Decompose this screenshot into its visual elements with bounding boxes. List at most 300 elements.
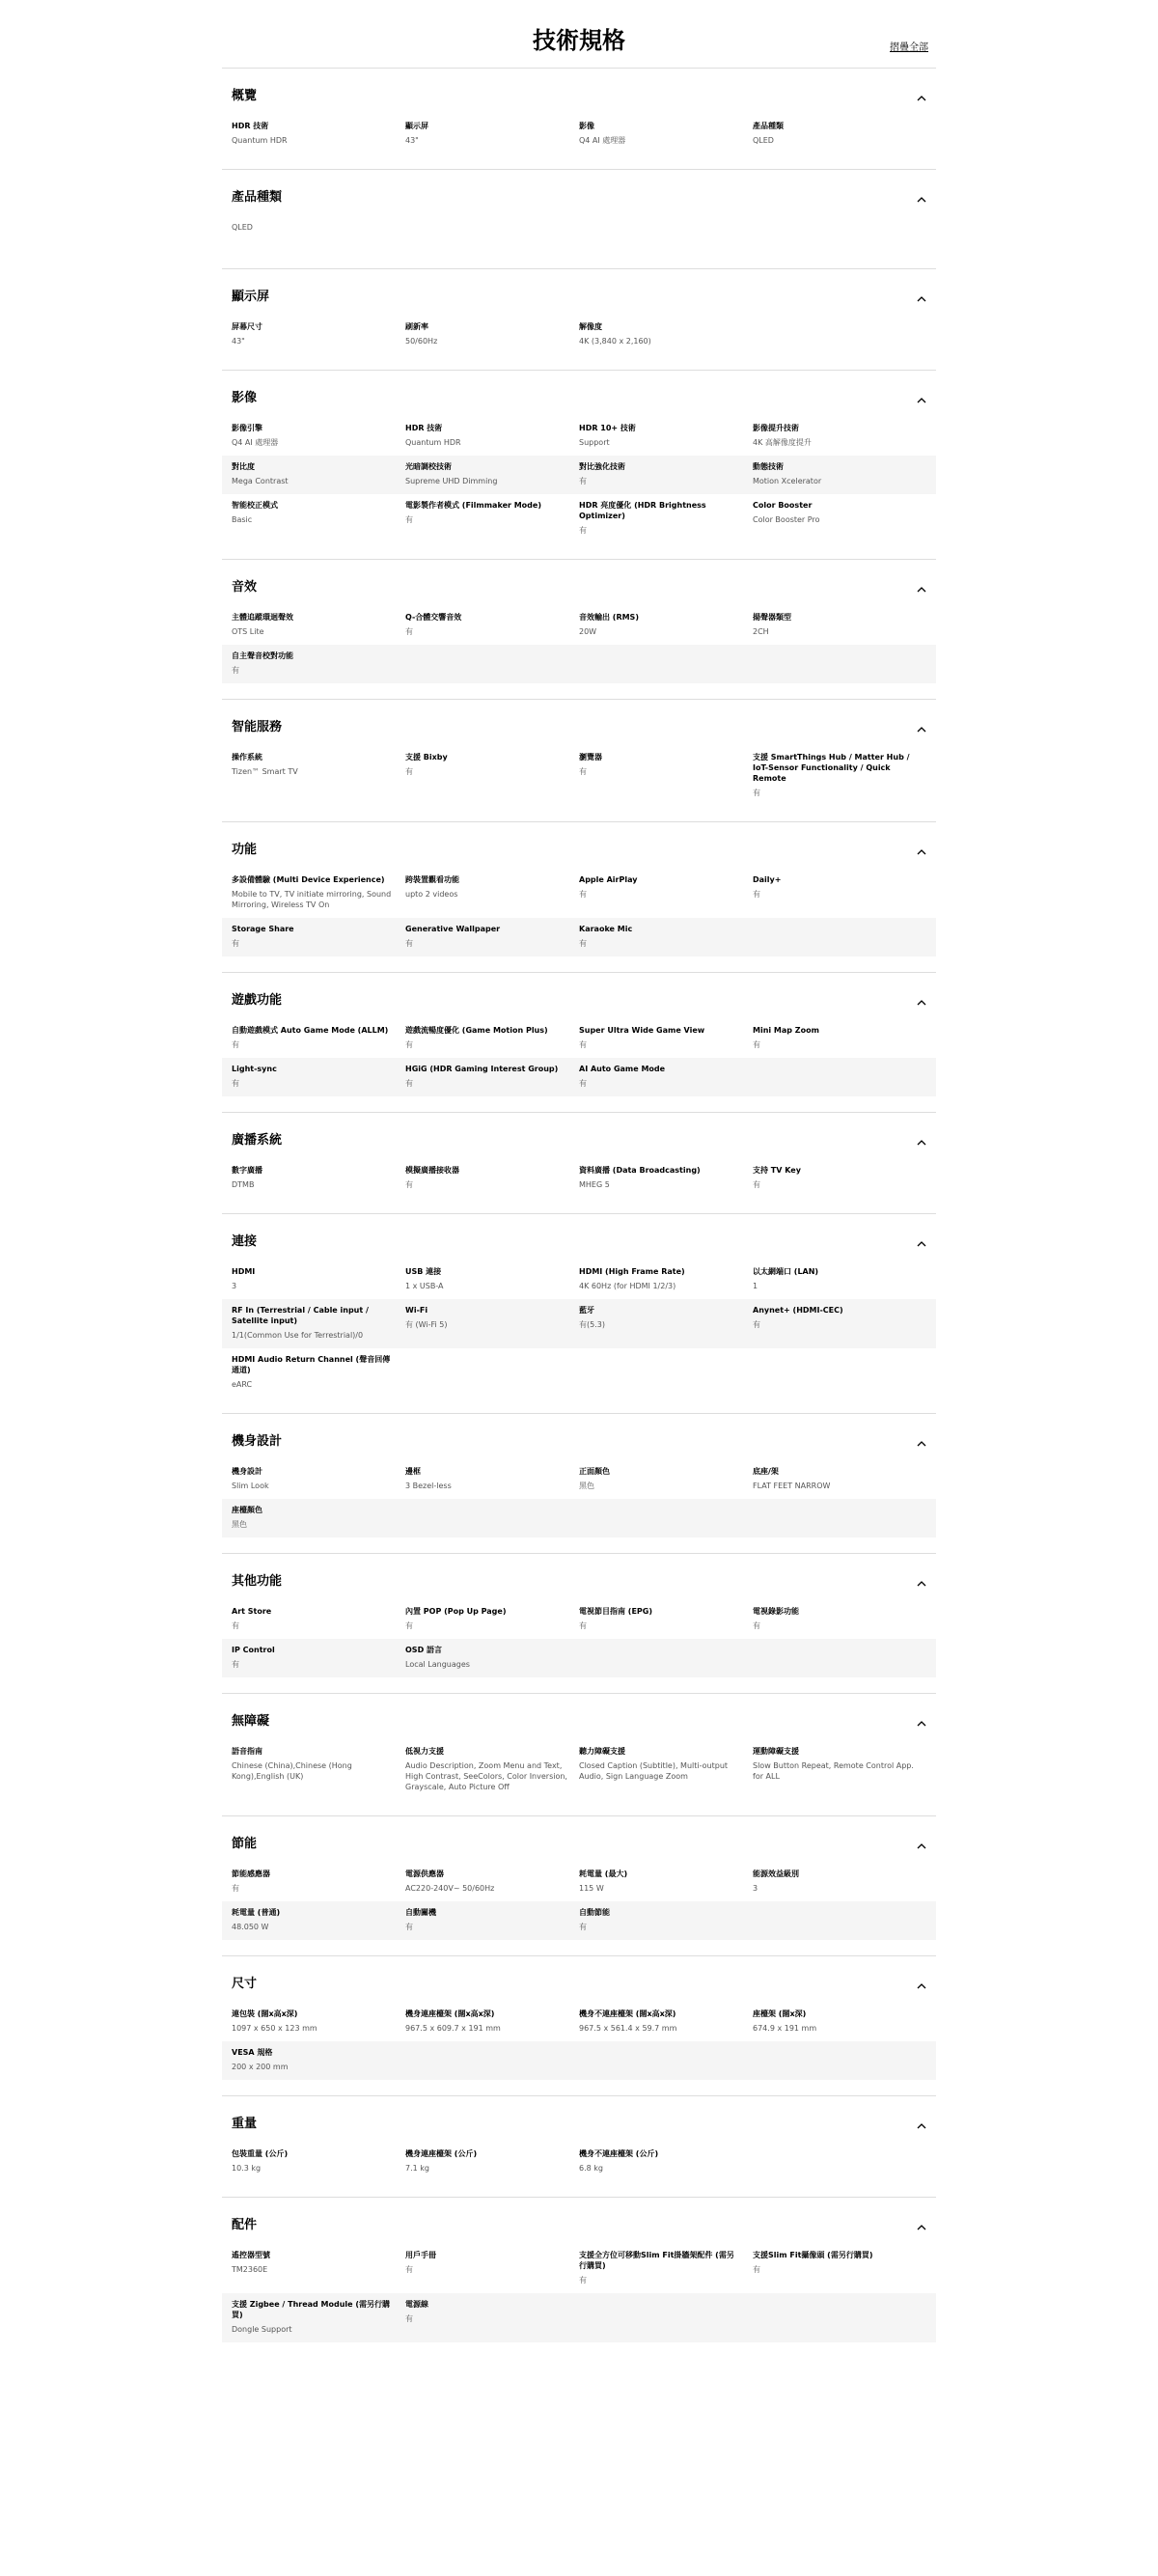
spec-item xyxy=(753,1606,926,1631)
spec-value: 43" xyxy=(405,136,419,145)
spec-item xyxy=(405,1064,579,1089)
spec-row xyxy=(222,1260,936,1299)
spec-item xyxy=(232,752,405,798)
spec-value: 有 xyxy=(405,1040,413,1049)
spec-value: 967.5 x 609.7 x 191 mm xyxy=(405,2024,501,2033)
spec-value: 2CH xyxy=(753,627,769,636)
spec-row xyxy=(222,1058,936,1096)
spec-row xyxy=(222,1159,936,1198)
spec-row xyxy=(222,2293,936,2342)
spec-value: 115 W xyxy=(579,1884,604,1893)
spec-row xyxy=(222,216,936,253)
spec-item xyxy=(232,1266,405,1291)
spec-label: 光暗調校技術 xyxy=(405,462,452,471)
chevron-up-icon[interactable] xyxy=(917,1133,926,1143)
spec-label: Art Store xyxy=(232,1607,272,1616)
spec-label: Super Ultra Wide Game View xyxy=(579,1026,705,1035)
section-header-toggle[interactable] xyxy=(222,836,936,859)
spec-label: 支援 SmartThings Hub / Matter Hub / IoT-Sensor Functionality / Quick Remote xyxy=(753,753,910,783)
spec-label: 低視力支援 xyxy=(405,1747,444,1756)
spec-label: 對比度 xyxy=(232,462,255,471)
chevron-up-icon[interactable] xyxy=(917,580,926,590)
spec-value: Mega Contrast xyxy=(232,477,289,485)
spec-item xyxy=(753,1266,926,1291)
spec-label: 座檯架 (闊x深) xyxy=(753,2009,807,2018)
spec-value: 有 xyxy=(579,1079,587,1088)
spec-item xyxy=(405,2250,579,2285)
spec-label: Generative Wallpaper xyxy=(405,925,501,933)
spec-label: 電源線 xyxy=(405,2300,428,2309)
spec-value: 1097 x 650 x 123 mm xyxy=(232,2024,317,2033)
spec-label: 顯示屏 xyxy=(405,122,428,130)
spec-row xyxy=(222,1863,936,1901)
spec-label: Color Booster xyxy=(753,501,813,510)
section-header-toggle[interactable] xyxy=(222,1970,936,1993)
spec-label: 機身不連座檯架 (公斤) xyxy=(579,2149,659,2158)
spec-label: 節能感應器 xyxy=(232,1870,270,1878)
spec-label: Q-合體交響音效 xyxy=(405,613,462,622)
spec-value: Audio Description, Zoom Menu and Text, High Contrast, SeeColors, Color Inversion, Grayscale, Auto Picture Off xyxy=(405,1761,567,1791)
spec-value: 4K 60Hz (for HDMI 1/2/3) xyxy=(579,1282,676,1290)
spec-value: Support xyxy=(579,438,610,447)
spec-item xyxy=(405,321,579,346)
section-title: 重量 xyxy=(232,2116,258,2131)
spec-label: 揚聲器類型 xyxy=(753,613,791,622)
spec-item xyxy=(405,500,579,536)
spec-label: 刷新率 xyxy=(405,322,428,331)
spec-section xyxy=(222,972,936,1112)
spec-label: 動態技術 xyxy=(753,462,784,471)
spec-label: 解像度 xyxy=(579,322,602,331)
spec-item xyxy=(405,2148,579,2174)
spec-item xyxy=(232,924,405,949)
spec-value: 有 xyxy=(579,767,587,776)
spec-item xyxy=(232,1645,405,1670)
chevron-up-icon[interactable] xyxy=(917,843,926,852)
spec-label: 遙控器型號 xyxy=(232,2251,270,2259)
spec-section xyxy=(222,370,936,559)
spec-item xyxy=(579,1606,753,1631)
section-title: 節能 xyxy=(232,1836,258,1851)
spec-label: 音效輸出 (RMS) xyxy=(579,613,639,622)
chevron-up-icon[interactable] xyxy=(917,1837,926,1846)
spec-section xyxy=(222,559,936,699)
section-header-toggle[interactable] xyxy=(222,2110,936,2133)
spec-section xyxy=(222,1693,936,1815)
spec-row xyxy=(222,2143,936,2181)
spec-label: 運動障礙支援 xyxy=(753,1747,799,1756)
spec-item xyxy=(405,752,579,798)
spec-item xyxy=(405,612,579,637)
spec-label: 支援 Zigbee / Thread Module (需另行購買) xyxy=(232,2300,391,2319)
spec-row xyxy=(222,869,936,918)
chevron-up-icon[interactable] xyxy=(917,1977,926,1986)
section-title: 音效 xyxy=(232,579,258,595)
chevron-up-icon[interactable] xyxy=(917,720,926,730)
spec-value: 有 xyxy=(753,2265,760,2274)
section-header-toggle[interactable] xyxy=(222,1427,936,1451)
spec-label: 耗電量 (最大) xyxy=(579,1870,628,1878)
spec-item xyxy=(405,1907,579,1932)
spec-value: 有 xyxy=(405,2314,413,2323)
page-title: 技術規格 xyxy=(533,27,625,54)
spec-row xyxy=(222,456,936,494)
spec-label: AI Auto Game Mode xyxy=(579,1065,666,1073)
spec-value: 有 xyxy=(405,627,413,636)
spec-item xyxy=(579,874,753,910)
spec-value: 有 xyxy=(232,1621,239,1630)
spec-label: 自動遊戲模式 Auto Game Mode (ALLM) xyxy=(232,1026,389,1035)
spec-value: 有 xyxy=(579,1923,587,1931)
spec-value: 有 xyxy=(753,789,760,797)
spec-item xyxy=(405,461,579,486)
spec-label: 機身連座檯架 (闊x高x深) xyxy=(405,2009,495,2018)
spec-value: 6.8 kg xyxy=(579,2164,603,2173)
spec-row xyxy=(222,606,936,645)
spec-item xyxy=(579,1869,753,1894)
section-header-toggle[interactable] xyxy=(222,1228,936,1251)
spec-value: 674.9 x 191 mm xyxy=(753,2024,817,2033)
spec-value: 有 xyxy=(405,767,413,776)
collapse-all-link[interactable]: 摺疊全部 xyxy=(890,42,928,53)
spec-item xyxy=(579,924,753,949)
spec-value: 有 xyxy=(232,1040,239,1049)
chevron-up-icon[interactable] xyxy=(917,2218,926,2228)
spec-value: Quantum HDR xyxy=(232,136,288,145)
spec-value: 有 xyxy=(405,1621,413,1630)
spec-value: 有(5.3) xyxy=(579,1320,605,1329)
spec-row xyxy=(222,1019,936,1058)
spec-label: 跨裝置觀看功能 xyxy=(405,875,459,884)
spec-value: Basic xyxy=(232,515,253,524)
section-header-toggle[interactable] xyxy=(222,183,936,207)
spec-row xyxy=(222,645,936,683)
spec-row xyxy=(222,1499,936,1537)
spec-value: 有 xyxy=(753,890,760,899)
spec-item xyxy=(232,1606,405,1631)
spec-item xyxy=(405,1869,579,1894)
spec-item xyxy=(232,651,405,676)
spec-item xyxy=(753,500,926,536)
spec-value: Q4 AI 處理器 xyxy=(232,438,279,447)
spec-value: 有 xyxy=(579,477,587,485)
chevron-up-icon[interactable] xyxy=(917,1574,926,1584)
chevron-up-icon[interactable] xyxy=(917,1714,926,1724)
spec-label: 用戶手冊 xyxy=(405,2251,436,2259)
spec-value: 黑色 xyxy=(579,1482,594,1490)
spec-item xyxy=(232,121,405,146)
spec-section xyxy=(222,1815,936,1955)
spec-value: 43" xyxy=(232,337,245,346)
spec-value: 1 xyxy=(753,1282,758,1290)
section-title: 顯示屏 xyxy=(232,289,270,304)
spec-section xyxy=(222,1955,936,2095)
spec-value: Supreme UHD Dimming xyxy=(405,477,498,485)
spec-label: 自主聲音校對功能 xyxy=(232,651,293,660)
spec-value: 有 xyxy=(232,1884,239,1893)
spec-label: 機身連座檯架 (公斤) xyxy=(405,2149,478,2158)
spec-item xyxy=(579,2148,753,2174)
spec-label: 操作系統 xyxy=(232,753,262,762)
spec-value: Dongle Support xyxy=(232,2325,292,2334)
spec-row xyxy=(222,1299,936,1348)
section-title: 配件 xyxy=(232,2217,258,2232)
spec-item xyxy=(579,1466,753,1491)
section-title: 連接 xyxy=(232,1233,258,1249)
spec-item xyxy=(579,121,753,146)
spec-label: 產品種類 xyxy=(753,122,784,130)
spec-item xyxy=(405,423,579,448)
spec-item xyxy=(232,1505,405,1530)
spec-label: VESA 規格 xyxy=(232,2048,273,2057)
spec-item xyxy=(579,500,753,536)
spec-value: 有 xyxy=(753,1320,760,1329)
spec-value: Motion Xcelerator xyxy=(753,477,822,485)
spec-value: Mobile to TV, TV initiate mirroring, Sound Mirroring, Wireless TV On xyxy=(232,890,392,909)
spec-label: 資料廣播 (Data Broadcasting) xyxy=(579,1166,701,1175)
section-header-toggle[interactable] xyxy=(222,283,936,306)
spec-value: 有 xyxy=(405,1923,413,1931)
spec-section xyxy=(222,821,936,972)
section-header-toggle[interactable] xyxy=(222,2211,936,2234)
spec-row xyxy=(222,918,936,956)
spec-item xyxy=(232,1354,405,1390)
spec-item xyxy=(405,924,579,949)
spec-value: 有 xyxy=(579,1040,587,1049)
spec-label: 遊戲流暢度優化 (Game Motion Plus) xyxy=(405,1026,548,1035)
section-header-toggle[interactable] xyxy=(222,1126,936,1150)
spec-value: eARC xyxy=(232,1380,253,1389)
spec-label: 藍牙 xyxy=(579,1306,594,1315)
spec-item xyxy=(753,1746,926,1792)
spec-item xyxy=(753,121,926,146)
spec-label: IP Control xyxy=(232,1646,275,1654)
spec-row xyxy=(222,1600,936,1639)
chevron-up-icon[interactable] xyxy=(917,1434,926,1444)
spec-value: Slim Look xyxy=(232,1482,269,1490)
spec-item xyxy=(579,1746,753,1792)
chevron-up-icon[interactable] xyxy=(917,993,926,1003)
spec-item xyxy=(753,2008,926,2034)
spec-label: 屏幕尺寸 xyxy=(232,322,262,331)
spec-item xyxy=(753,752,926,798)
spec-value: 有 xyxy=(579,526,587,535)
spec-value: 有 xyxy=(405,1180,413,1189)
spec-item xyxy=(232,222,405,245)
spec-row xyxy=(222,1460,936,1499)
chevron-up-icon[interactable] xyxy=(917,89,926,98)
section-title: 智能服務 xyxy=(232,719,283,734)
section-header-toggle[interactable] xyxy=(222,1830,936,1853)
spec-label: 耗電量 (普通) xyxy=(232,1908,281,1917)
spec-value: 有 xyxy=(232,1660,239,1669)
chevron-up-icon[interactable] xyxy=(917,190,926,200)
spec-item xyxy=(579,1165,753,1190)
spec-item xyxy=(579,2250,753,2285)
spec-label: OSD 語言 xyxy=(405,1646,442,1654)
spec-item xyxy=(579,1025,753,1050)
spec-label: 影像提升技術 xyxy=(753,424,799,432)
spec-label: HDR 亮度優化 (HDR Brightness Optimizer) xyxy=(579,501,706,520)
spec-value: 200 x 200 mm xyxy=(232,2063,289,2071)
spec-item xyxy=(232,874,405,910)
spec-label: 自動關機 xyxy=(405,1908,436,1917)
spec-item xyxy=(753,1466,926,1491)
spec-item xyxy=(753,2250,926,2285)
spec-item xyxy=(232,321,405,346)
spec-row xyxy=(222,1901,936,1940)
spec-item xyxy=(232,1064,405,1089)
spec-value: Closed Caption (Subtitle), Multi-output Audio, Sign Language Zoom xyxy=(579,1761,729,1781)
spec-value: QLED xyxy=(232,223,253,232)
spec-value: 有 xyxy=(405,515,413,524)
spec-section xyxy=(222,2197,936,2358)
spec-label: 以太網端口 (LAN) xyxy=(753,1267,819,1276)
spec-item xyxy=(232,1907,405,1932)
spec-value: 有 xyxy=(405,939,413,948)
spec-item xyxy=(232,1305,405,1341)
spec-item xyxy=(579,2008,753,2034)
spec-value: 有 xyxy=(579,890,587,899)
section-title: 尺寸 xyxy=(232,1976,258,1991)
spec-row xyxy=(222,494,936,543)
spec-item xyxy=(405,874,579,910)
spec-item xyxy=(753,461,926,486)
spec-section xyxy=(222,68,936,169)
spec-label: 多設備體驗 (Multi Device Experience) xyxy=(232,875,385,884)
spec-item xyxy=(579,321,753,346)
spec-item xyxy=(232,461,405,486)
spec-item xyxy=(232,2148,405,2174)
spec-item xyxy=(232,2250,405,2285)
spec-item xyxy=(405,2299,579,2335)
spec-value: Color Booster Pro xyxy=(753,515,820,524)
spec-item xyxy=(753,612,926,637)
spec-item xyxy=(579,1305,753,1341)
chevron-up-icon[interactable] xyxy=(917,391,926,401)
spec-row xyxy=(222,2041,936,2080)
spec-value: 3 xyxy=(753,1884,758,1893)
section-title: 廣播系統 xyxy=(232,1132,283,1148)
section-title: 其他功能 xyxy=(232,1573,283,1589)
section-title: 影像 xyxy=(232,390,258,405)
spec-section xyxy=(222,1213,936,1413)
spec-value: Chinese (China),Chinese (Hong Kong),English (UK) xyxy=(232,1761,352,1781)
spec-label: 座檯顏色 xyxy=(232,1506,262,1514)
spec-value: 有 xyxy=(753,1180,760,1189)
spec-value: upto 2 videos xyxy=(405,890,458,899)
spec-row xyxy=(222,1639,936,1677)
spec-row xyxy=(222,746,936,806)
spec-value: 1 x USB-A xyxy=(405,1282,444,1290)
spec-label: 包裝重量 (公斤) xyxy=(232,2149,289,2158)
spec-label: 影像 xyxy=(579,122,594,130)
spec-label: 正面顏色 xyxy=(579,1467,610,1476)
spec-label: HDR 10+ 技術 xyxy=(579,424,636,432)
section-header-toggle[interactable] xyxy=(222,1567,936,1591)
spec-value: Local Languages xyxy=(405,1660,470,1669)
section-header-toggle[interactable] xyxy=(222,573,936,596)
spec-item xyxy=(405,1466,579,1491)
section-header-toggle[interactable] xyxy=(222,384,936,407)
spec-item xyxy=(405,1266,579,1291)
spec-label: 瀏覽器 xyxy=(579,753,602,762)
spec-label: 機身不連座檯架 (闊x高x深) xyxy=(579,2009,676,2018)
section-header-toggle[interactable] xyxy=(222,82,936,105)
chevron-up-icon[interactable] xyxy=(917,2117,926,2126)
spec-value: 有 xyxy=(753,1040,760,1049)
chevron-up-icon[interactable] xyxy=(917,290,926,299)
spec-label: 電視錄影功能 xyxy=(753,1607,799,1616)
spec-item xyxy=(405,1305,579,1341)
section-title: 功能 xyxy=(232,842,258,857)
chevron-up-icon[interactable] xyxy=(917,1234,926,1244)
spec-value: 4K (3,840 x 2,160) xyxy=(579,337,651,346)
spec-value: 10.3 kg xyxy=(232,2164,262,2173)
spec-item xyxy=(232,2047,405,2072)
spec-label: 內置 POP (Pop Up Page) xyxy=(405,1607,507,1616)
spec-item xyxy=(753,1165,926,1190)
section-title: 無障礙 xyxy=(232,1713,270,1729)
spec-label: Light-sync xyxy=(232,1065,277,1073)
spec-label: Daily+ xyxy=(753,875,782,884)
spec-section xyxy=(222,1112,936,1213)
spec-item xyxy=(579,1064,753,1089)
section-header-toggle[interactable] xyxy=(222,1707,936,1731)
spec-label: 模擬廣播接收器 xyxy=(405,1166,459,1175)
spec-item xyxy=(579,752,753,798)
spec-label: 智能校正模式 xyxy=(232,501,278,510)
spec-section xyxy=(222,699,936,821)
spec-value: FLAT FEET NARROW xyxy=(753,1482,831,1490)
spec-value: QLED xyxy=(753,136,774,145)
spec-label: Karaoke Mic xyxy=(579,925,633,933)
spec-item xyxy=(753,1869,926,1894)
spec-label: 邊框 xyxy=(405,1467,421,1476)
spec-label: 語音指南 xyxy=(232,1747,262,1756)
section-header-toggle[interactable] xyxy=(222,713,936,736)
spec-label: RF In (Terrestrial / Cable input / Satellite input) xyxy=(232,1306,369,1325)
spec-label: 電影製作者模式 (Filmmaker Mode) xyxy=(405,501,541,510)
spec-value: 4K 高解像度提升 xyxy=(753,438,812,447)
spec-item xyxy=(579,461,753,486)
section-title: 概覽 xyxy=(232,88,258,103)
spec-section xyxy=(222,169,936,268)
spec-value: Tizen™ Smart TV xyxy=(232,767,298,776)
page-header xyxy=(0,0,1158,68)
spec-value: 有 xyxy=(405,1079,413,1088)
spec-item xyxy=(753,1025,926,1050)
spec-value: 有 xyxy=(579,2276,587,2285)
section-title: 遊戲功能 xyxy=(232,992,283,1008)
spec-value: OTS Lite xyxy=(232,627,264,636)
spec-section xyxy=(222,1553,936,1693)
spec-section xyxy=(222,1413,936,1553)
spec-row xyxy=(222,1740,936,1800)
spec-row xyxy=(222,1348,936,1398)
spec-sections xyxy=(222,68,936,2358)
spec-label: Wi-Fi xyxy=(405,1306,428,1315)
spec-item xyxy=(753,1305,926,1341)
spec-label: 支援Slim Fit攝像頭 (需另行購買) xyxy=(753,2251,873,2259)
spec-label: USB 連接 xyxy=(405,1267,442,1276)
section-header-toggle[interactable] xyxy=(222,986,936,1010)
spec-label: HDMI (High Frame Rate) xyxy=(579,1267,685,1276)
spec-label: 機身設計 xyxy=(232,1467,262,1476)
spec-value: Slow Button Repeat, Remote Control App. for ALL xyxy=(753,1761,914,1781)
spec-item xyxy=(232,1025,405,1050)
spec-label: 能源效益級別 xyxy=(753,1870,799,1878)
